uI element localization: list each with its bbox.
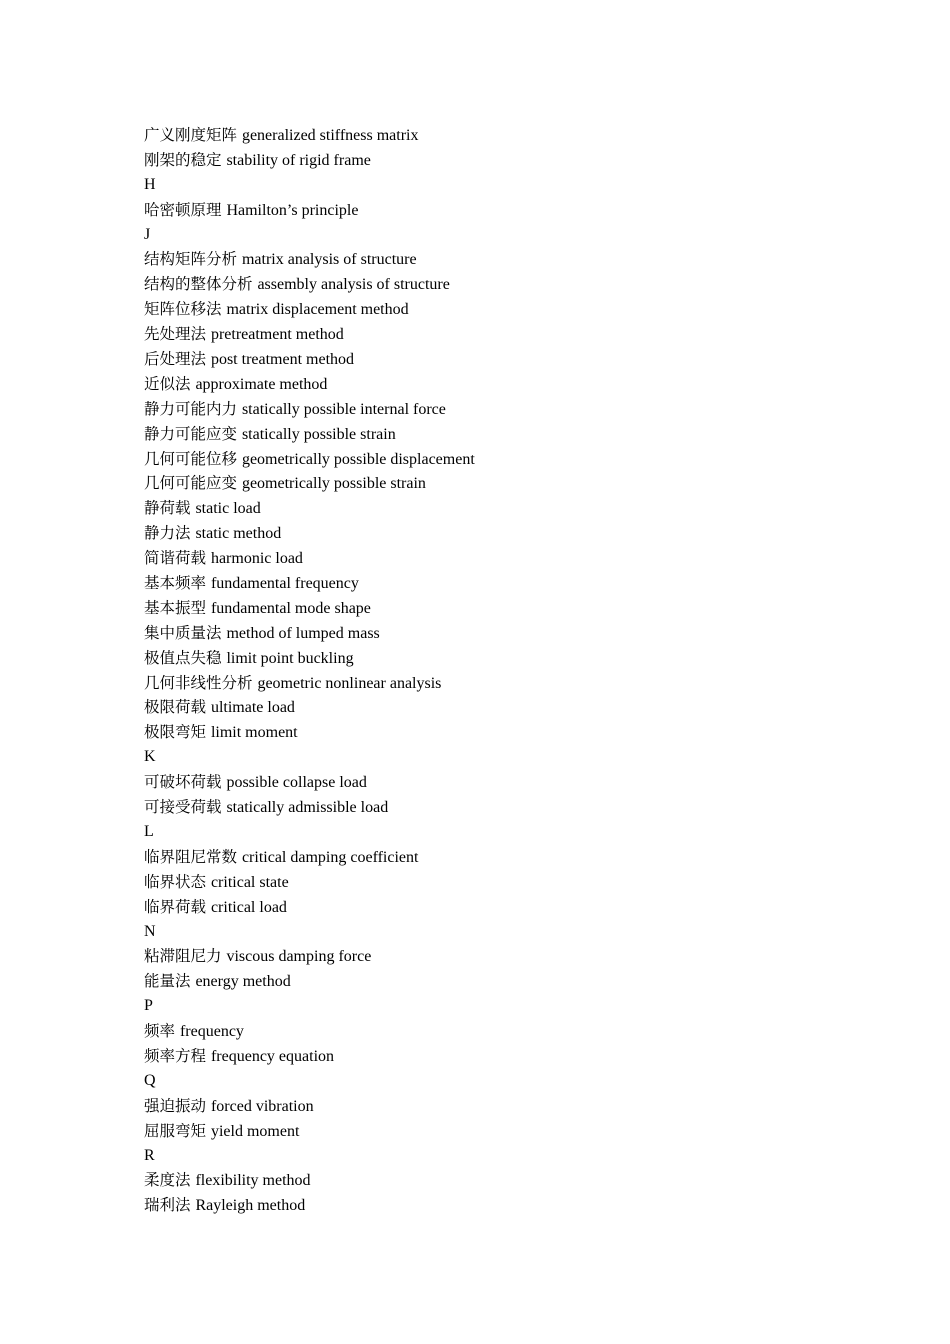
- glossary-entry: [144, 447, 844, 472]
- term-chinese: 临界状态: [144, 872, 207, 891]
- term-english: critical damping coefficient: [241, 848, 419, 866]
- term-english: energy method: [195, 973, 291, 991]
- term-chinese: 可破坏荷载: [144, 773, 222, 792]
- term-chinese: 后处理法: [144, 350, 207, 369]
- glossary-entry: [144, 123, 844, 148]
- term-english: frequency equation: [210, 1047, 335, 1065]
- glossary-entry: [144, 795, 844, 820]
- term-chinese: 可接受荷载: [144, 798, 222, 817]
- section-letter: N: [144, 922, 156, 940]
- glossary-entry: [144, 198, 844, 223]
- glossary-entry: [144, 571, 844, 596]
- term-english: statically possible strain: [241, 425, 396, 443]
- glossary-entry: [144, 247, 844, 272]
- term-english: pretreatment method: [210, 326, 344, 344]
- section-letter: L: [144, 822, 154, 840]
- term-english: Hamilton’s principle: [226, 201, 359, 219]
- term-chinese: 结构的整体分析: [144, 275, 253, 294]
- term-english: Rayleigh method: [195, 1197, 306, 1215]
- term-chinese: 频率方程: [144, 1046, 207, 1065]
- glossary-entry: [144, 596, 844, 621]
- term-chinese: 刚架的稳定: [144, 150, 222, 169]
- glossary-entry: [144, 496, 844, 521]
- glossary-entry: [144, 372, 844, 397]
- glossary-entry: [144, 1019, 844, 1044]
- glossary-entry: [144, 471, 844, 496]
- term-english: limit point buckling: [226, 649, 354, 667]
- term-english: viscous damping force: [226, 948, 372, 966]
- glossary-entry: [144, 621, 844, 646]
- term-chinese: 频率: [144, 1022, 176, 1041]
- glossary-entry: [144, 646, 844, 671]
- term-english: geometrically possible displacement: [241, 450, 475, 468]
- glossary-entry: [144, 272, 844, 297]
- term-english: matrix analysis of structure: [241, 251, 417, 269]
- glossary-entry: [144, 845, 844, 870]
- term-chinese: 临界阻尼常数: [144, 847, 238, 866]
- term-english: flexibility method: [195, 1172, 311, 1190]
- term-chinese: 广义刚度矩阵: [144, 126, 238, 144]
- term-chinese: 极限荷载: [144, 698, 207, 717]
- glossary-entry: [144, 1119, 844, 1144]
- term-english: critical state: [210, 873, 289, 891]
- glossary-entry: [144, 546, 844, 571]
- section-letter: K: [144, 748, 156, 766]
- term-chinese: 近似法: [144, 374, 191, 393]
- glossary-entry: [144, 770, 844, 795]
- glossary-entry: [144, 969, 844, 994]
- term-english: yield moment: [210, 1122, 300, 1140]
- term-english: approximate method: [195, 375, 328, 393]
- term-chinese: 几何可能位移: [144, 449, 238, 468]
- glossary-entry: [144, 347, 844, 372]
- glossary-entry: [144, 322, 844, 347]
- term-chinese: 哈密顿原理: [144, 200, 222, 219]
- glossary-entry: [144, 895, 844, 920]
- term-english: geometrically possible strain: [241, 475, 426, 493]
- term-english: static method: [195, 525, 282, 543]
- glossary-entry: [144, 944, 844, 969]
- term-chinese: 静力可能内力: [144, 399, 238, 418]
- term-chinese: 极值点失稳: [144, 648, 222, 667]
- section-letter: H: [144, 175, 156, 193]
- term-chinese: 静荷载: [144, 499, 191, 518]
- term-english: limit moment: [210, 724, 298, 742]
- term-english: matrix displacement method: [226, 301, 409, 319]
- term-chinese: 几何非线性分析: [144, 673, 253, 692]
- term-chinese: 屈服弯矩: [144, 1121, 207, 1140]
- term-chinese: 矩阵位移法: [144, 300, 222, 319]
- section-letter: Q: [144, 1071, 156, 1089]
- glossary-entry: [144, 695, 844, 720]
- glossary-entry: [144, 720, 844, 745]
- term-english: fundamental frequency: [210, 575, 359, 593]
- term-chinese: 能量法: [144, 972, 191, 991]
- term-chinese: 基本振型: [144, 598, 207, 617]
- term-english: frequency: [179, 1023, 244, 1041]
- term-chinese: 基本频率: [144, 574, 207, 593]
- term-chinese: 先处理法: [144, 325, 207, 344]
- glossary-entry: [144, 870, 844, 895]
- term-chinese: 集中质量法: [144, 623, 222, 642]
- term-chinese: 临界荷载: [144, 897, 207, 916]
- term-chinese: 瑞利法: [144, 1196, 191, 1215]
- section-letter: R: [144, 1146, 155, 1164]
- term-english: geometric nonlinear analysis: [257, 674, 442, 692]
- glossary-entry: [144, 1044, 844, 1069]
- glossary-entry: [144, 422, 844, 447]
- term-english: ultimate load: [210, 699, 295, 717]
- glossary-entry: [144, 671, 844, 696]
- term-english: stability of rigid frame: [226, 151, 371, 169]
- glossary-entry: [144, 521, 844, 546]
- glossary-page: [144, 123, 844, 1218]
- term-english: forced vibration: [210, 1097, 314, 1115]
- term-english: generalized stiffness matrix: [241, 127, 419, 144]
- glossary-entry: [144, 148, 844, 173]
- glossary-entry: [144, 1193, 844, 1218]
- term-chinese: 静力可能应变: [144, 424, 238, 443]
- term-english: fundamental mode shape: [210, 599, 371, 617]
- glossary-entry: [144, 397, 844, 422]
- term-english: assembly analysis of structure: [257, 276, 450, 294]
- term-english: critical load: [210, 898, 287, 916]
- term-chinese: 几何可能应变: [144, 474, 238, 493]
- term-chinese: 粘滞阻尼力: [144, 947, 222, 966]
- term-chinese: 强迫振动: [144, 1096, 207, 1115]
- term-chinese: 结构矩阵分析: [144, 250, 238, 269]
- term-chinese: 简谐荷载: [144, 549, 207, 568]
- glossary-entry: [144, 1168, 844, 1193]
- term-english: static load: [195, 500, 261, 518]
- term-english: statically possible internal force: [241, 400, 446, 418]
- glossary-entry: [144, 1094, 844, 1119]
- term-chinese: 极限弯矩: [144, 723, 207, 742]
- glossary-list: [144, 123, 844, 1218]
- glossary-entry: [144, 297, 844, 322]
- section-letter: J: [144, 225, 151, 243]
- term-english: statically admissible load: [226, 799, 389, 817]
- term-english: method of lumped mass: [226, 624, 380, 642]
- term-english: post treatment method: [210, 351, 355, 369]
- section-letter: P: [144, 997, 153, 1015]
- term-english: possible collapse load: [226, 774, 367, 792]
- term-chinese: 静力法: [144, 524, 191, 543]
- term-english: harmonic load: [210, 550, 303, 568]
- term-chinese: 柔度法: [144, 1171, 191, 1190]
